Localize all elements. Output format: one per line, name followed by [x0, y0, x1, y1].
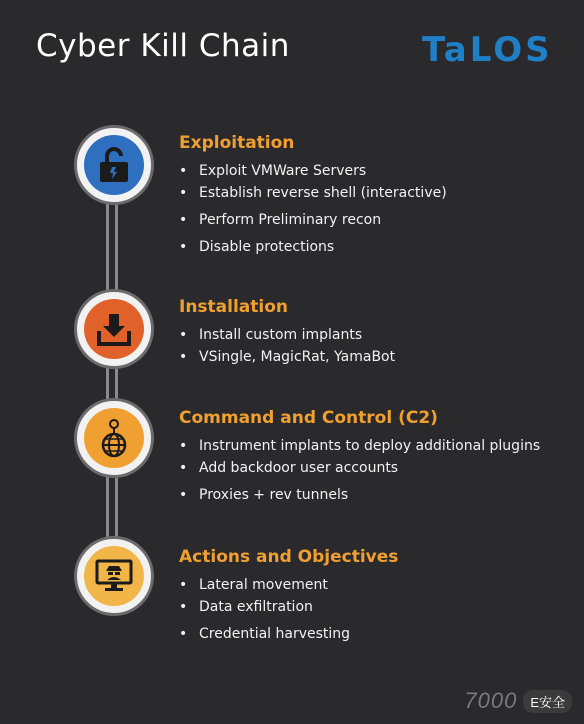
bullet-item: • Credential harvesting [179, 626, 398, 642]
unlocked-padlock-icon [84, 135, 144, 195]
bullet-item: • Install custom implants [179, 327, 395, 343]
installation-icon-ring [74, 289, 154, 369]
exploitation-icon-ring [74, 125, 154, 205]
stage-title: Exploitation [179, 133, 295, 153]
hacker-monitor-icon [84, 546, 144, 606]
timeline-connector [106, 200, 118, 292]
stage-exploitation [179, 133, 447, 255]
watermark-number: 7000 [464, 688, 518, 713]
download-tray-icon [84, 299, 144, 359]
bullet-item: • Perform Preliminary recon [179, 212, 447, 228]
bullet-item: • Data exfiltration [179, 599, 398, 615]
timeline-connector [106, 473, 118, 539]
timeline-connector [106, 364, 118, 400]
bullet-item: • Disable protections [179, 239, 447, 255]
c2-icon-ring [74, 398, 154, 478]
bullet-item: • Lateral movement [179, 577, 398, 593]
talos-logo: TaLOS [422, 30, 553, 70]
stage-installation [179, 297, 395, 365]
bullet-item: • Add backdoor user accounts [179, 460, 540, 476]
bullet-item: • VSingle, MagicRat, YamaBot [179, 349, 395, 365]
stage-title: Command and Control (C2) [179, 408, 438, 428]
watermark [464, 688, 572, 714]
page-title: Cyber Kill Chain [36, 28, 290, 64]
globe-antenna-icon [84, 408, 144, 468]
watermark-badge: E安全 [523, 690, 572, 713]
bullet-item: • Instrument implants to deploy additional plugins [179, 438, 540, 454]
bullet-item: • Proxies + rev tunnels [179, 487, 540, 503]
stage-title: Installation [179, 297, 289, 317]
stage-actions-and-objectives [179, 547, 398, 642]
bullet-item: • Establish reverse shell (interactive) [179, 185, 447, 201]
stage-command-and-control [179, 408, 540, 503]
stage-title: Actions and Objectives [179, 547, 399, 567]
actions-icon-ring [74, 536, 154, 616]
bullet-item: • Exploit VMWare Servers [179, 163, 447, 179]
